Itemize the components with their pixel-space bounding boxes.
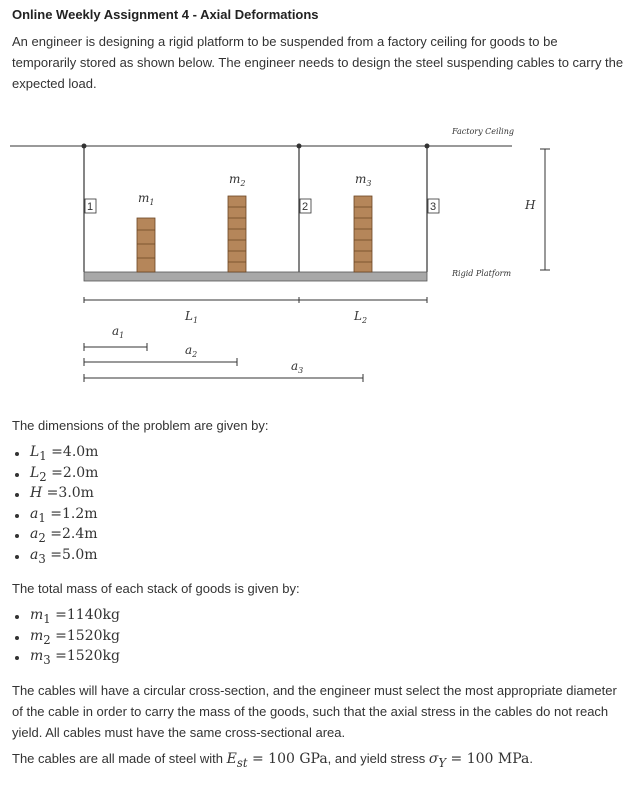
goods-stack-3	[354, 196, 372, 272]
cable-2-label: 2	[302, 201, 309, 213]
a2-label: $a_2$	[185, 343, 198, 359]
goods-stack-1	[137, 218, 155, 272]
cables-paragraph: The cables will have a circular cross-section, and the engineer must select the most appropriate diameter of the cable in order to carry the mass of the goods, such that the axial stress in the cables do not reach yield. All cables must have the same cross-sectional area.	[12, 683, 617, 740]
dimensions-list	[12, 444, 98, 567]
platform-diagram	[0, 110, 631, 400]
masses-intro: The total mass of each stack of goods is given by:	[12, 581, 300, 596]
list-item: $L_2 =2.0m$	[12, 465, 98, 486]
list-item: $a_1 =1.2m$	[12, 506, 98, 527]
a3-label: $a_3$	[291, 359, 304, 375]
material-line: The cables are all made of steel with $E_{st} = 100$ GPa, and yield stress $\sigma_Y = 100$ MPa.	[12, 751, 534, 770]
height-label: H	[525, 198, 536, 212]
list-item: H =3.0m	[12, 485, 98, 506]
rigid-platform	[84, 272, 427, 281]
list-item: $m_1 =1140kg$	[12, 607, 120, 628]
cable-1-anchor	[82, 144, 87, 149]
cable-3-anchor	[425, 144, 430, 149]
list-item: $L_1 =4.0m$	[12, 444, 98, 465]
list-item: $a_2 =2.4m$	[12, 526, 98, 547]
mass-2-label: $m_2$	[229, 172, 246, 188]
cable-2-anchor	[297, 144, 302, 149]
cable-3-label: 3	[430, 201, 437, 213]
page-title: Online Weekly Assignment 4 - Axial Deformations	[12, 7, 319, 22]
masses-list	[12, 607, 120, 669]
a1-label: $a_1$	[112, 324, 125, 340]
platform-label: Rigid Platform	[452, 269, 512, 278]
goods-stack-2	[228, 196, 246, 272]
dimensions-intro: The dimensions of the problem are given by:	[12, 418, 269, 433]
intro-paragraph: An engineer is designing a rigid platform to be suspended from a factory ceiling for goods to be temporarily stored as shown below. The engineer needs to design the steel suspending cables to carry the expected load.	[12, 34, 624, 91]
mass-3-label: $m_3$	[355, 172, 372, 188]
cable-1-label: 1	[87, 201, 94, 213]
span-2-label: $L_2$	[354, 309, 368, 325]
ceiling-label: Factory Ceiling	[452, 127, 514, 136]
list-item: $m_2 =1520kg$	[12, 628, 120, 649]
mass-1-label: $m_1$	[138, 191, 155, 207]
list-item: $m_3 =1520kg$	[12, 648, 120, 669]
span-1-label: $L_1$	[185, 309, 199, 325]
list-item: $a_3 =5.0m$	[12, 547, 98, 568]
